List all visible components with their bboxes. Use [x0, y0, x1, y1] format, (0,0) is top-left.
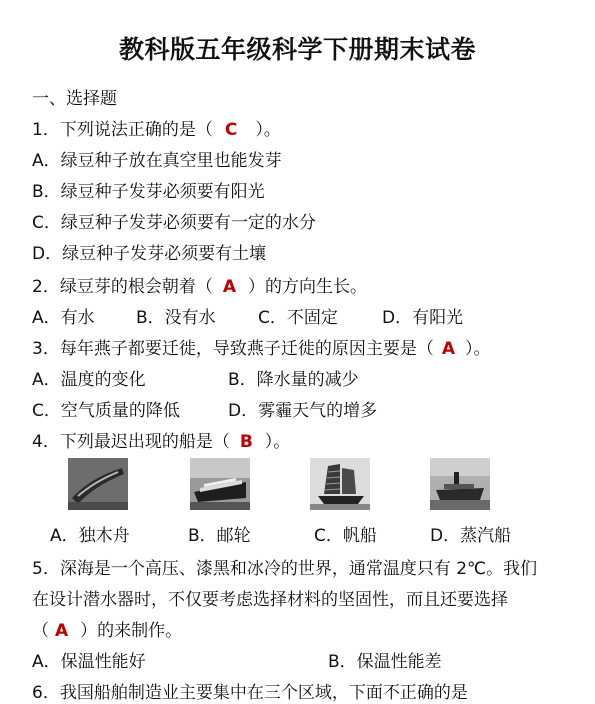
cruise-ship-image — [190, 458, 250, 510]
question-2-stem-end: ）的方向生长。 — [248, 277, 367, 297]
question-2 — [32, 276, 367, 298]
question-5-answer: A — [55, 621, 69, 641]
q5-option-b: B．保温性能差 — [328, 652, 442, 672]
q4-option-c: C．帆船 — [314, 526, 377, 546]
question-3-stem: 3．每年燕子都要迁徙，导致燕子迁徙的原因主要是（ — [32, 339, 434, 359]
question-5-line-2: 在设计潜水器时，不仅要考虑选择材料的坚固性，而且还要选择 — [32, 590, 508, 610]
question-4-stem-end: ）。 — [264, 432, 291, 452]
question-2-answer: A — [222, 277, 236, 297]
question-5-line-3 — [32, 620, 182, 642]
q3-option-a: A．温度的变化 — [32, 370, 146, 390]
q1-option-b: B．绿豆种子发芽必须要有阳光 — [32, 182, 265, 202]
q5-option-a: A．保温性能好 — [32, 652, 146, 672]
q1-option-a: A．绿豆种子放在真空里也能发芽 — [32, 151, 282, 171]
question-4-stem: 4．下列最迟出现的船是（ — [32, 432, 230, 452]
question-5-stem: （ — [32, 621, 49, 641]
question-5-line-1: 5．深海是一个高压、漆黑和冰冷的世界，通常温度只有 2℃。我们 — [32, 559, 538, 579]
question-3-stem-end: ）。 — [465, 339, 491, 359]
q2-option-c: C．不固定 — [258, 308, 338, 328]
q1-option-c: C．绿豆种子发芽必须要有一定的水分 — [32, 213, 316, 233]
question-4-answer: B — [239, 432, 253, 452]
question-1-stem: 1．下列说法正确的是（ — [32, 120, 213, 140]
sailboat-image — [310, 458, 370, 510]
q4-option-d: D．蒸汽船 — [430, 526, 512, 546]
steamship-image — [430, 458, 490, 510]
dugout-canoe-image — [68, 458, 128, 510]
question-2-stem: 2．绿豆芽的根会朝着（ — [32, 277, 213, 297]
question-6-partial: 6．我国船舶制造业主要集中在三个区域，下面不正确的是 — [32, 683, 468, 703]
question-3-answer: A — [441, 339, 455, 359]
question-1-answer: C — [224, 120, 238, 140]
q4-option-b: B．邮轮 — [188, 526, 251, 546]
question-1-stem-end: ）。 — [255, 120, 281, 140]
page-title: 教科版五年级科学下册期末试卷 — [118, 35, 476, 64]
q2-option-a: A．有水 — [32, 308, 95, 328]
q2-option-b: B．没有水 — [136, 308, 216, 328]
q3-option-d: D．雾霾天气的增多 — [228, 401, 378, 421]
q3-option-c: C．空气质量的降低 — [32, 401, 180, 421]
q1-option-d: D．绿豆种子发芽必须要有土壤 — [32, 244, 267, 264]
q4-option-a: A．独木舟 — [50, 526, 130, 546]
q3-option-b: B．降水量的减少 — [228, 370, 359, 390]
question-5-stem-end: ）的来制作。 — [80, 621, 183, 641]
section-heading: 一、选择题 — [32, 89, 117, 109]
question-3 — [32, 338, 491, 360]
question-1 — [32, 119, 281, 141]
q2-option-d: D．有阳光 — [382, 308, 464, 328]
question-4 — [32, 431, 290, 453]
